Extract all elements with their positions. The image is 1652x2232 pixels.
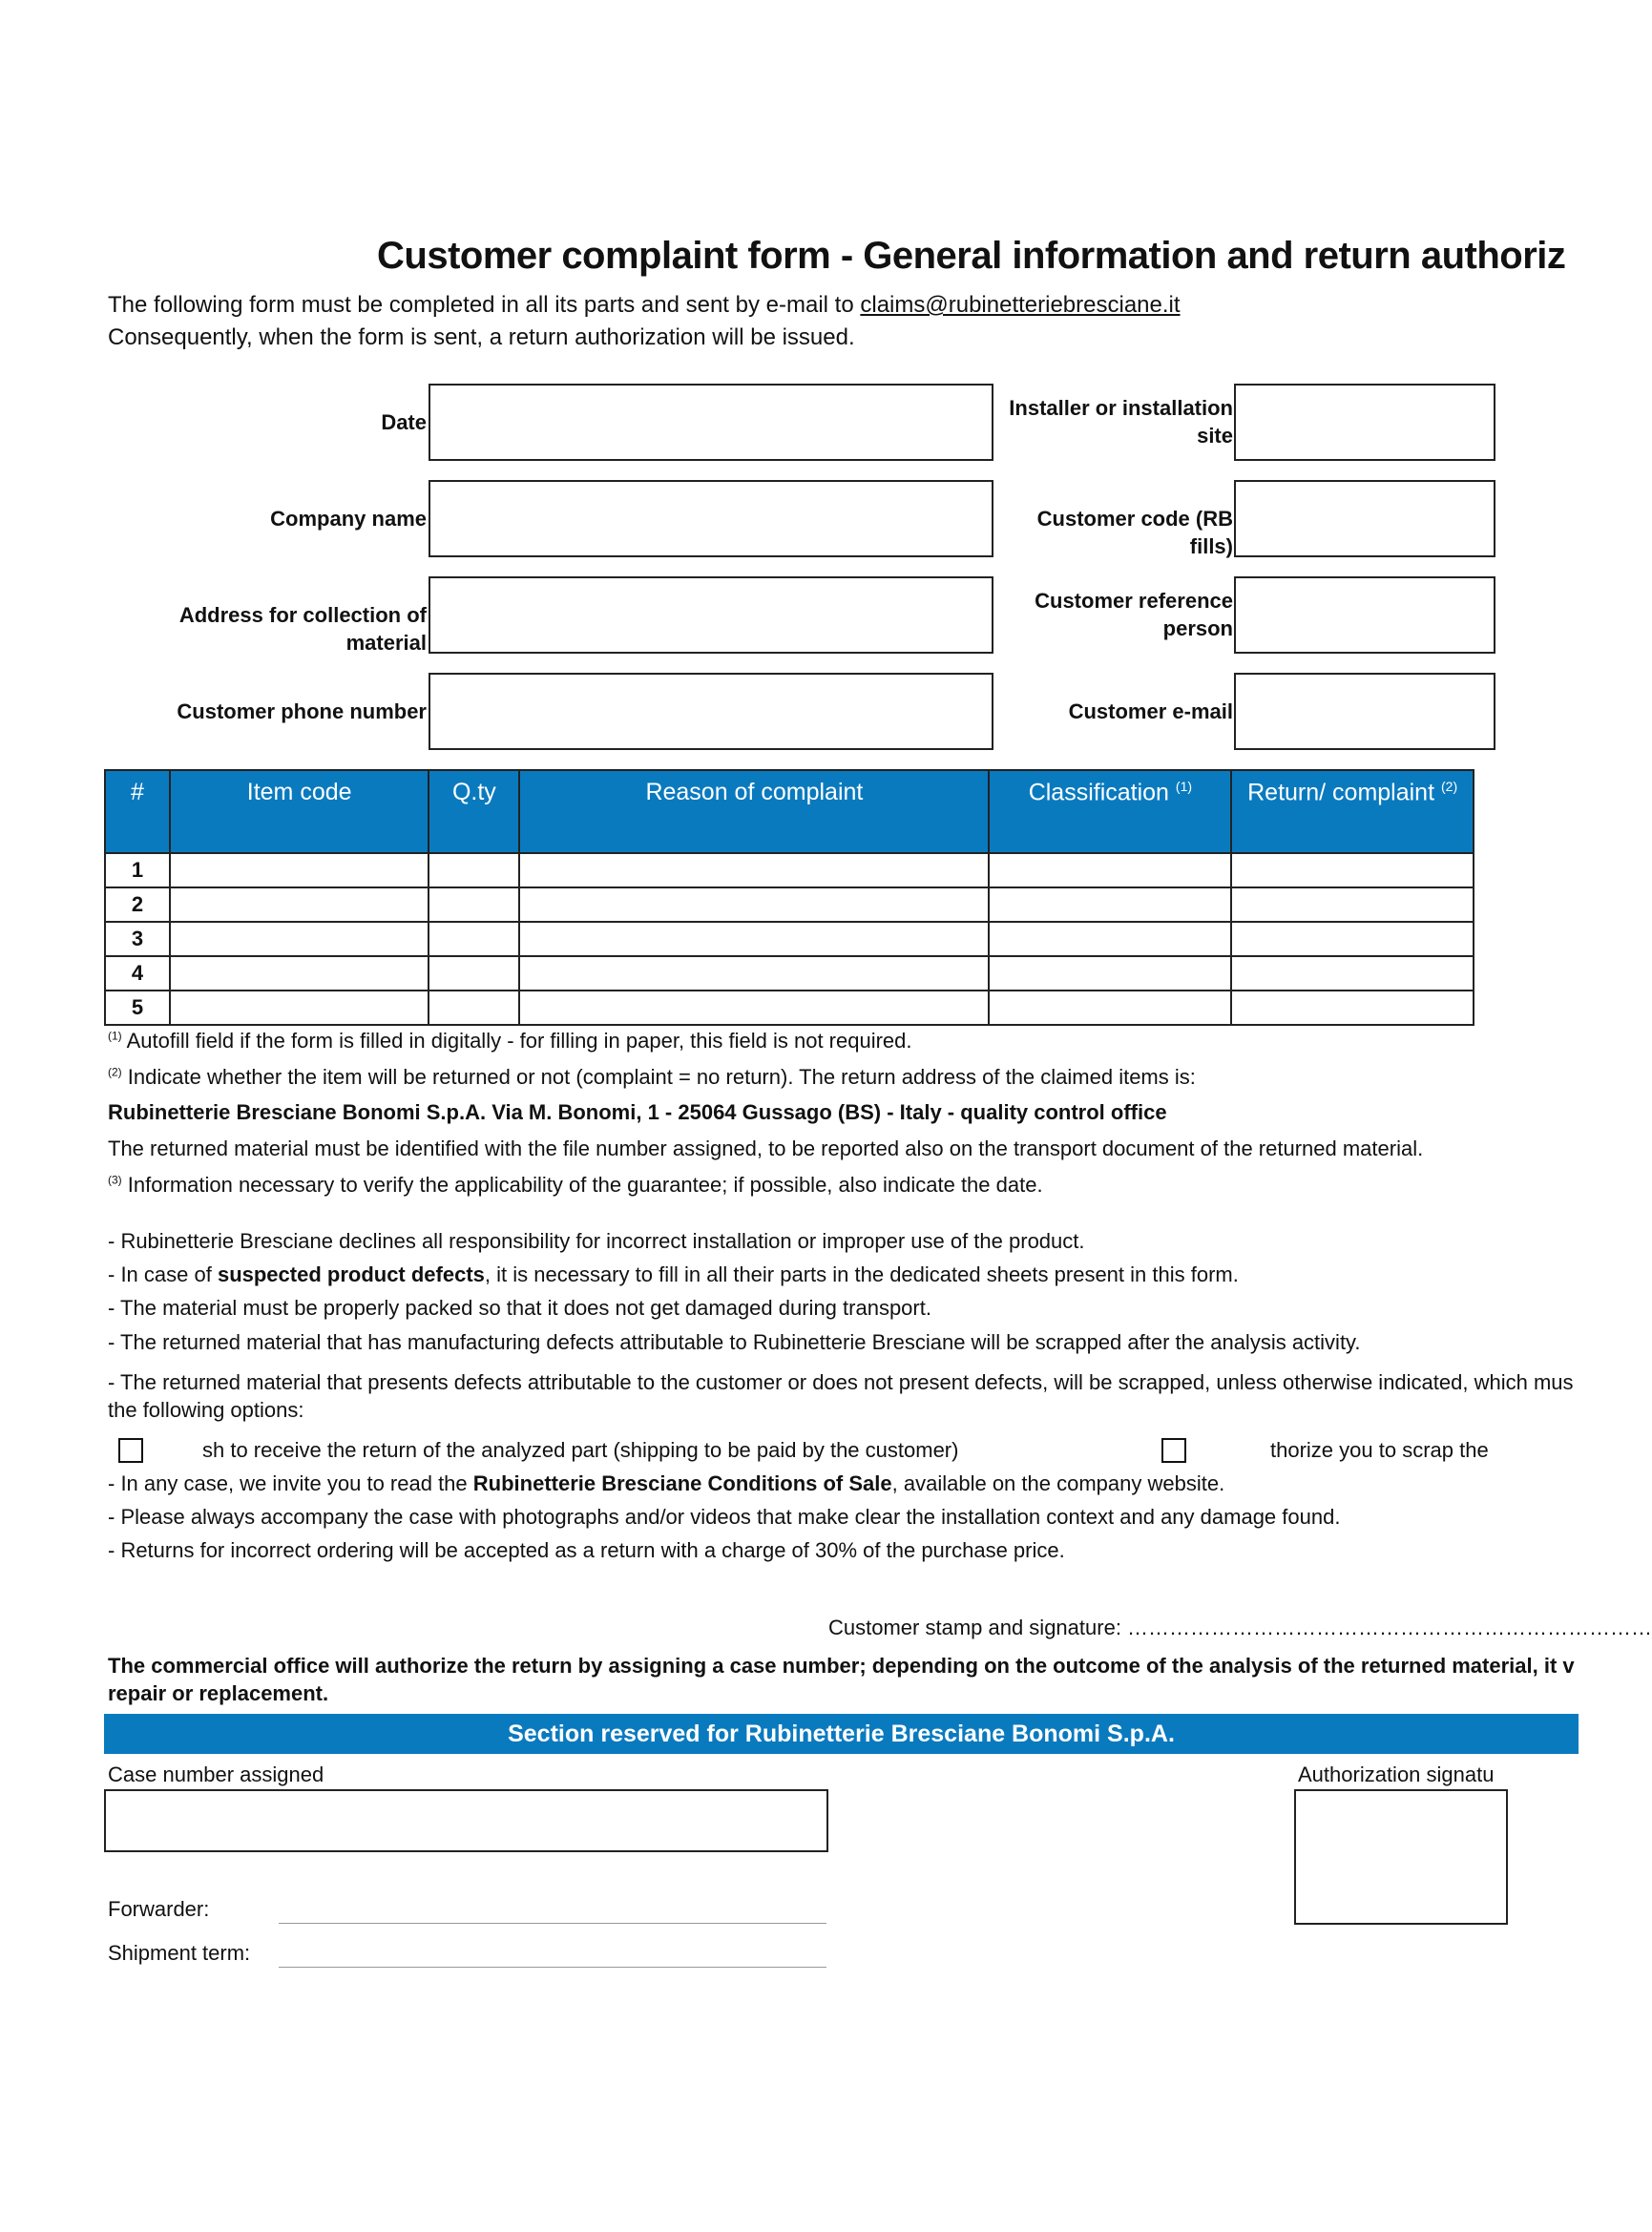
rule-4: - The returned material that has manufacturing defects attributable to Rubinetterie Bresciane will be scrapped after the analysis activity. [108, 1330, 1361, 1354]
footnote-2-marker: (2) [108, 1065, 122, 1079]
reason-cell[interactable] [519, 853, 989, 887]
footnote-2-text: Indicate whether the item will be returned or not (complaint = no return). The return address of the claimed items is: [127, 1065, 1196, 1089]
email-label: Customer e-mail [1068, 699, 1233, 723]
row-number: 2 [105, 887, 170, 922]
row-number: 5 [105, 991, 170, 1025]
table-row [105, 922, 1474, 956]
reference-person-field[interactable] [1234, 576, 1495, 654]
header-return-text: Return/ complaint [1247, 779, 1435, 806]
item-code-cell[interactable] [170, 853, 429, 887]
installer-label [993, 394, 1233, 449]
company-name-field[interactable] [429, 480, 993, 557]
intro-line-1 [108, 292, 1181, 319]
table-row [105, 853, 1474, 887]
company-name-label: Company name [270, 507, 427, 531]
commercial-note-line-2: repair or replacement. [108, 1681, 329, 1705]
case-number-field[interactable] [104, 1789, 828, 1852]
header-num: # [105, 770, 170, 853]
rule-5-line-2: the following options: [108, 1398, 304, 1422]
header-classification [989, 770, 1231, 853]
date-field[interactable] [429, 384, 993, 461]
qty-cell[interactable] [429, 956, 519, 991]
row-number: 1 [105, 853, 170, 887]
reason-cell[interactable] [519, 956, 989, 991]
customer-code-field[interactable] [1234, 480, 1495, 557]
installer-field[interactable] [1234, 384, 1495, 461]
table-row [105, 887, 1474, 922]
item-code-cell[interactable] [170, 991, 429, 1025]
header-qty: Q.ty [429, 770, 519, 853]
qty-cell[interactable] [429, 853, 519, 887]
rule-2-a: - In case of [108, 1262, 218, 1286]
forwarder-label: Forwarder: [108, 1897, 210, 1921]
email-field[interactable] [1234, 673, 1495, 750]
intro-line-2: Consequently, when the form is sent, a return authorization will be issued. [108, 324, 855, 350]
installer-label-line-1: Installer or installation [1009, 396, 1233, 420]
rule-1: - Rubinetterie Bresciane declines all responsibility for incorrect installation or improper use of the product. [108, 1229, 1085, 1253]
rule-5-line-1: - The returned material that presents defects attributable to the customer or does not present defects, will be scrapped, unless otherwise indicated, which mus [108, 1370, 1574, 1394]
items-table [104, 769, 1474, 1026]
return-address: Rubinetterie Bresciane Bonomi S.p.A. Via M. Bonomi, 1 - 25064 Gussago (BS) - Italy - quality control office [108, 1100, 1167, 1124]
conditions-of-sale: Rubinetterie Bresciane Conditions of Sale [472, 1471, 892, 1495]
row-number: 3 [105, 922, 170, 956]
rule-2-c: , it is necessary to fill in all their parts in the dedicated sheets present in this form. [484, 1262, 1239, 1286]
classification-cell[interactable] [989, 956, 1231, 991]
shipment-term-line[interactable] [279, 1967, 826, 1968]
option-scrap-label: thorize you to scrap the [1270, 1438, 1489, 1462]
forwarder-line[interactable] [279, 1923, 826, 1924]
classification-cell[interactable] [989, 853, 1231, 887]
rule-6-c: , available on the company website. [891, 1471, 1225, 1495]
rule-2 [108, 1262, 1239, 1287]
return-cell[interactable] [1231, 991, 1474, 1025]
reason-cell[interactable] [519, 991, 989, 1025]
intro-text: The following form must be completed in all its parts and sent by e-mail to [108, 292, 861, 318]
table-header-row [105, 770, 1474, 853]
reason-cell[interactable] [519, 887, 989, 922]
footnote-1-marker: (1) [108, 1029, 122, 1043]
rule-6 [108, 1471, 1224, 1496]
footnote-3-text: Information necessary to verify the applicability of the guarantee; if possible, also indicate the date. [127, 1173, 1043, 1197]
installer-label-line-2: site [1197, 424, 1233, 448]
qty-cell[interactable] [429, 922, 519, 956]
customer-signature-line: Customer stamp and signature: ………………………………………………………………… [828, 1616, 1652, 1639]
return-cell[interactable] [1231, 887, 1474, 922]
rule-8: - Returns for incorrect ordering will be accepted as a return with a charge of 30% of the purchase price. [108, 1538, 1065, 1562]
qty-cell[interactable] [429, 887, 519, 922]
header-item-code: Item code [170, 770, 429, 853]
authorization-signature-field[interactable] [1294, 1789, 1508, 1925]
reference-person-label [993, 587, 1233, 642]
footnote-3-marker: (3) [108, 1173, 122, 1187]
header-return-sup: (2) [1441, 779, 1458, 794]
item-code-cell[interactable] [170, 887, 429, 922]
option-return-label: sh to receive the return of the analyzed part (shipping to be paid by the customer) [202, 1438, 959, 1462]
reserved-section-bar: Section reserved for Rubinetterie Bresciane Bonomi S.p.A. [104, 1714, 1579, 1754]
classification-cell[interactable] [989, 922, 1231, 956]
header-classification-text: Classification [1028, 779, 1169, 806]
header-classification-sup: (1) [1175, 779, 1193, 794]
table-row [105, 956, 1474, 991]
shipment-term-label: Shipment term: [108, 1941, 251, 1965]
classification-cell[interactable] [989, 991, 1231, 1025]
scrap-checkbox[interactable] [1161, 1438, 1186, 1463]
item-code-cell[interactable] [170, 956, 429, 991]
rule-3: - The material must be properly packed so that it does not get damaged during transport. [108, 1296, 931, 1320]
phone-label: Customer phone number [177, 699, 427, 723]
return-cell[interactable] [1231, 922, 1474, 956]
commercial-note-line-1: The commercial office will authorize the return by assigning a case number; depending on the outcome of the analysis of the returned material, it v [108, 1654, 1575, 1678]
case-number-label: Case number assigned [108, 1763, 324, 1786]
phone-field[interactable] [429, 673, 993, 750]
address-field[interactable] [429, 576, 993, 654]
authorization-signature-label: Authorization signatu [1298, 1763, 1495, 1786]
footnote-3 [108, 1173, 1043, 1198]
return-cell[interactable] [1231, 956, 1474, 991]
return-part-checkbox[interactable] [118, 1438, 143, 1463]
date-label: Date [381, 410, 427, 434]
item-code-cell[interactable] [170, 922, 429, 956]
returned-material-note: The returned material must be identified with the file number assigned, to be reported also on the transport document of the returned material. [108, 1137, 1424, 1160]
footnote-1 [108, 1029, 912, 1053]
rule-6-a: - In any case, we invite you to read the [108, 1471, 473, 1495]
footnote-2 [108, 1065, 1196, 1090]
header-reason: Reason of complaint [519, 770, 989, 853]
row-number: 4 [105, 956, 170, 991]
reference-label-line-1: Customer reference [1035, 589, 1233, 613]
claims-email-link[interactable]: claims@rubinetteriebresciane.it [860, 292, 1181, 318]
rule-2-bold: suspected product defects [217, 1262, 485, 1286]
customer-code-label: Customer code (RB fills) [1036, 507, 1233, 558]
classification-cell[interactable] [989, 887, 1231, 922]
table-row [105, 991, 1474, 1025]
address-label: Address for collection of material [178, 603, 427, 655]
return-cell[interactable] [1231, 853, 1474, 887]
reason-cell[interactable] [519, 922, 989, 956]
footnote-1-text: Autofill field if the form is filled in digitally - for filling in paper, this field is not required. [126, 1029, 912, 1053]
header-return [1231, 770, 1474, 853]
page-title: Customer complaint form - General information and return authoriz [377, 235, 1566, 277]
rule-7: - Please always accompany the case with photographs and/or videos that make clear the installation context and any damage found. [108, 1505, 1341, 1529]
qty-cell[interactable] [429, 991, 519, 1025]
reference-label-line-2: person [1162, 616, 1233, 640]
